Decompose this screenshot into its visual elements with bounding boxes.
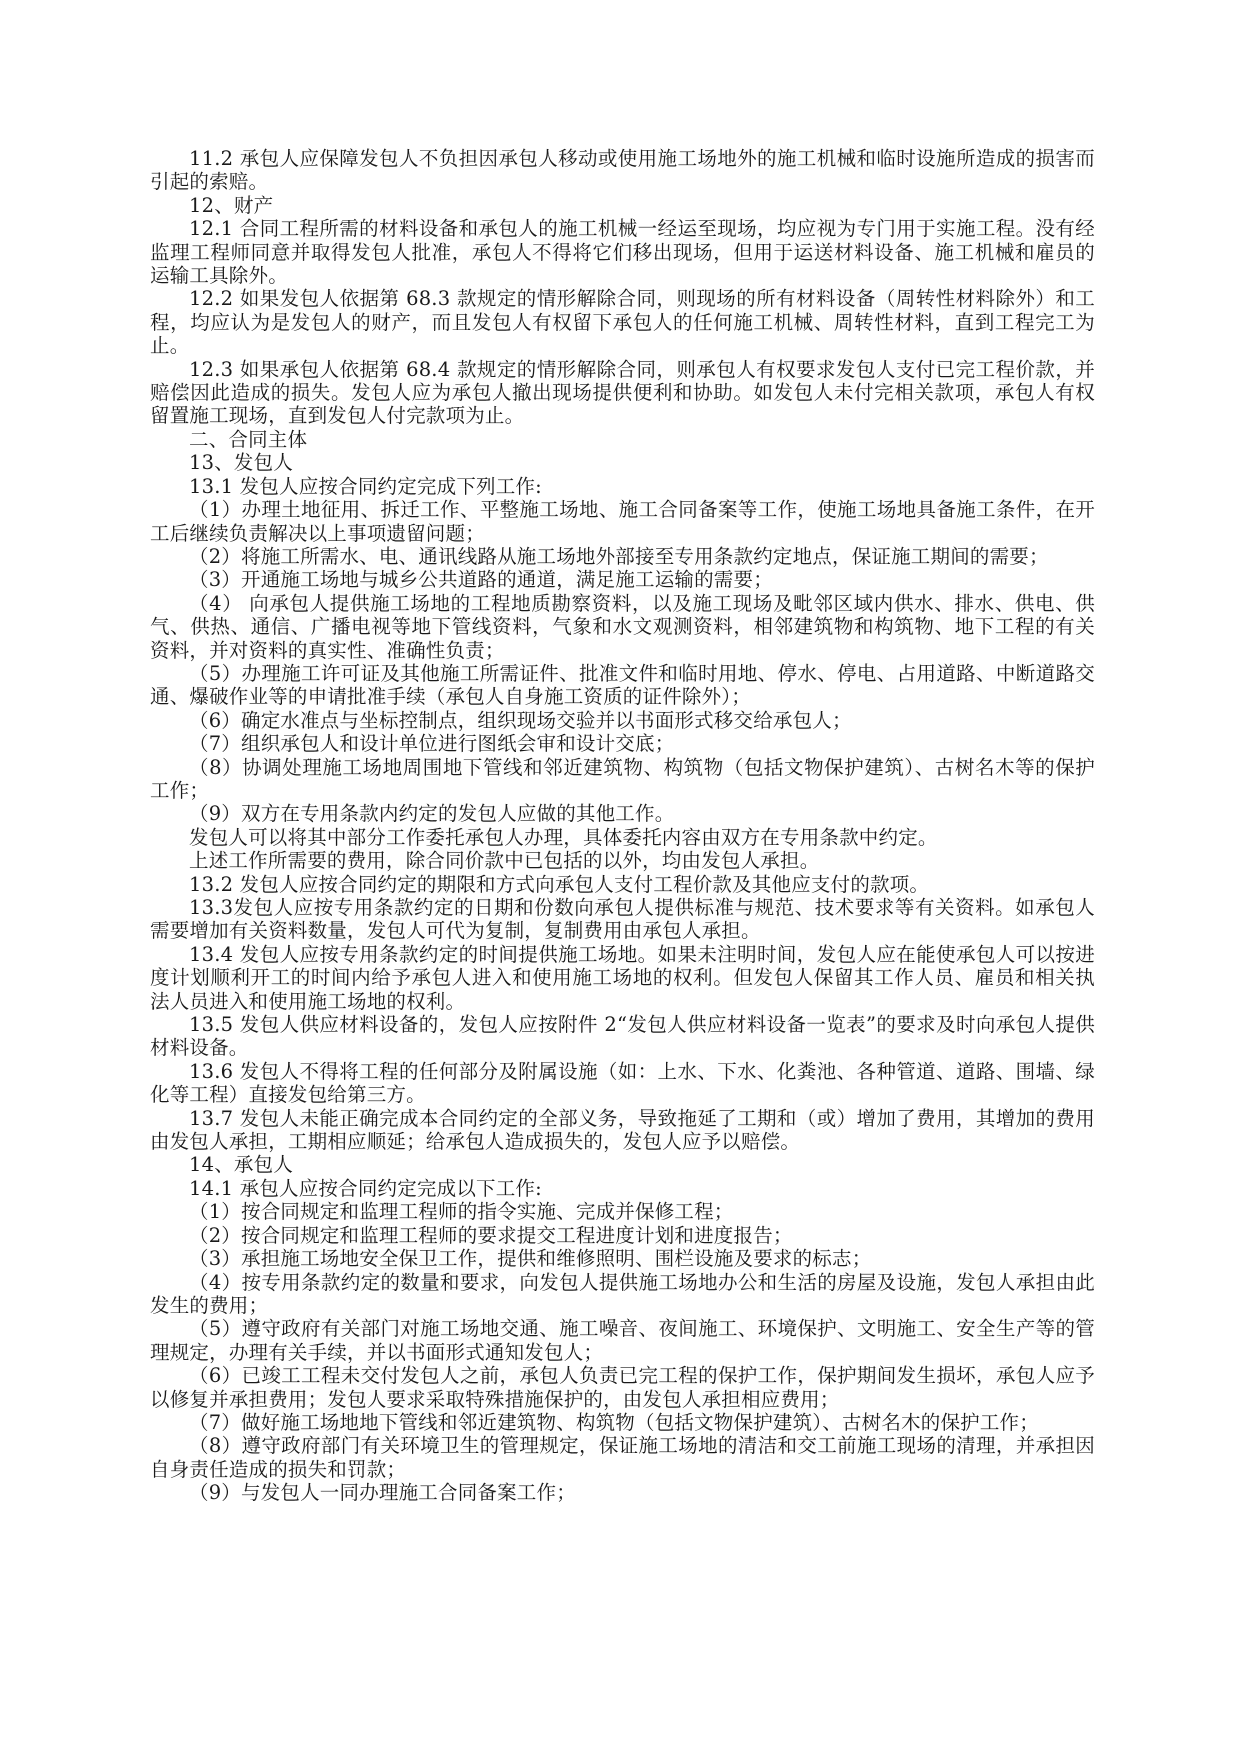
list-item: （6）已竣工工程未交付发包人之前，承包人负责已完工程的保护工作，保护期间发生损坏，承包人应予以修复并承担费用；发包人要求采取特殊措施保护的，由发包人承担相应费用； [150,1364,1095,1411]
paragraph: 13.2 发包人应按合同约定的期限和方式向承包人支付工程价款及其他应支付的款项。 [189,872,930,896]
list-item: （2）按合同规定和监理工程师的要求提交工程进度计划和进度报告； [189,1223,793,1247]
paragraph: 14.1 承包人应按合同约定完成以下工作: [189,1176,542,1200]
paragraph: 13.3发包人应按专用条款约定的日期和份数向承包人提供标准与规范、技术要求等有关资料。如承包人需要增加有关资料数量，发包人可代为复制，复制费用由承包人承担。 [150,896,1095,943]
list-item: （2）将施工所需水、电、通讯线路从施工场地外部接至专用条款约定地点，保证施工期间的需要； [189,544,1049,568]
paragraph: 12.1 合同工程所需的材料设备和承包人的施工机械一经运至现场，均应视为专门用于实施工程。没有经监理工程师同意并取得发包人批准，承包人不得将它们移出现场，但用于运送材料设备、施工机械和雇员的运输工具除外。 [150,217,1095,288]
list-item: （4） 向承包人提供施工场地的工程地质勘察资料，以及施工现场及毗邻区域内供水、排水、供电、供气、供热、通信、广播电视等地下管线资料，气象和水文观测资料，相邻建筑物和构筑物、地下工程的有关资料，并对资料的真实性、准确性负责； [150,591,1095,662]
paragraph: 上述工作所需要的费用，除合同价款中已包括的以外，均由发包人承担。 [189,849,820,873]
paragraph: 13.5 发包人供应材料设备的，发包人应按附件 2“发包人供应材料设备一览表”的要求及时向承包人提供材料设备。 [150,1013,1095,1060]
paragraph: 11.2 承包人应保障发包人不负担因承包人移动或使用施工场地外的施工机械和临时设施所造成的损害而引起的索赔。 [150,147,1095,194]
list-item: （5）遵守政府有关部门对施工场地交通、施工噪音、夜间施工、环境保护、文明施工、安全生产等的管理规定，办理有关手续，并以书面形式通知发包人； [150,1317,1095,1364]
list-item: （3）承担施工场地安全保卫工作，提供和维修照明、围栏设施及要求的标志； [189,1247,872,1271]
list-item: （4）按专用条款约定的数量和要求，向发包人提供施工场地办公和生活的房屋及设施，发包人承担由此发生的费用； [150,1270,1095,1317]
list-item: （1）办理土地征用、拆迁工作、平整施工场地、施工合同备案等工作，使施工场地具备施工条件，在开工后继续负责解决以上事项遗留问题； [150,498,1095,545]
paragraph: 13.1 发包人应按合同约定完成下列工作: [189,474,542,498]
list-item: （9）与发包人一同办理施工合同备案工作； [189,1481,576,1505]
paragraph: 13.6 发包人不得将工程的任何部分及附属设施（如：上水、下水、化粪池、各种管道、道路、围墙、绿化等工程）直接发包给第三方。 [150,1059,1095,1107]
document-body [150,147,1095,1505]
list-item: （9）双方在专用条款内约定的发包人应做的其他工作。 [189,802,675,826]
paragraph: 发包人可以将其中部分工作委托承包人办理，具体委托内容由双方在专用条款中约定。 [189,825,938,849]
section-heading: 14、承包人 [189,1153,294,1177]
list-item: （8）遵守政府部门有关环境卫生的管理规定，保证施工场地的清洁和交工前施工现场的清理，并承担因自身责任造成的损失和罚款； [150,1434,1095,1481]
list-item: （6）确定水准点与坐标控制点，组织现场交验并以书面形式移交给承包人； [189,708,852,732]
section-heading: 二、合同主体 [189,427,308,451]
paragraph: 13.4 发包人应按专用条款约定的时间提供施工场地。如果未注明时间，发包人应在能使承包人可以按进度计划顺利开工的时间内给予承包人进入和使用施工场地的权利。但发包人保留其工作人员、雇员和相关执法人员进入和使用施工场地的权利。 [150,942,1095,1013]
list-item: （5）办理施工许可证及其他施工所需证件、批准文件和临时用地、停水、停电、占用道路、中断道路交通、爆破作业等的申请批准手续（承包人自身施工资质的证件除外）； [150,661,1095,709]
list-item: （7）组织承包人和设计单位进行图纸会审和设计交底； [189,732,675,756]
section-heading: 12、财产 [189,193,274,217]
list-item: （1）按合同规定和监理工程师的指令实施、完成并保修工程； [189,1200,734,1224]
list-item: （7）做好施工场地地下管线和邻近建筑物、构筑物（包括文物保护建筑）、古树名木的保护工作； [189,1410,1039,1434]
paragraph: 12.3 如果承包人依据第 68.4 款规定的情形解除合同，则承包人有权要求发包人支付已完工程价款，并赔偿因此造成的损失。发包人应为承包人撤出现场提供便利和协助。如发包人未付完相关款项，承包人有权留置施工现场，直到发包人付完款项为止。 [150,357,1095,428]
list-item: （3）开通施工场地与城乡公共道路的通道，满足施工运输的需要； [189,568,773,592]
paragraph: 13.7 发包人未能正确完成本合同约定的全部义务，导致拖延了工期和（或）增加了费用，其增加的费用由发包人承担，工期相应顺延；给承包人造成损失的，发包人应予以赔偿。 [150,1106,1095,1154]
list-item: （8）协调处理施工场地周围地下管线和邻近建筑物、构筑物（包括文物保护建筑）、古树名木等的保护工作； [150,755,1095,802]
paragraph: 12.2 如果发包人依据第 68.3 款规定的情形解除合同，则现场的所有材料设备（周转性材料除外）和工程，均应认为是发包人的财产，而且发包人有权留下承包人的任何施工机械、周转性材料，直到工程完工为止。 [150,287,1095,358]
section-heading: 13、发包人 [189,451,294,475]
